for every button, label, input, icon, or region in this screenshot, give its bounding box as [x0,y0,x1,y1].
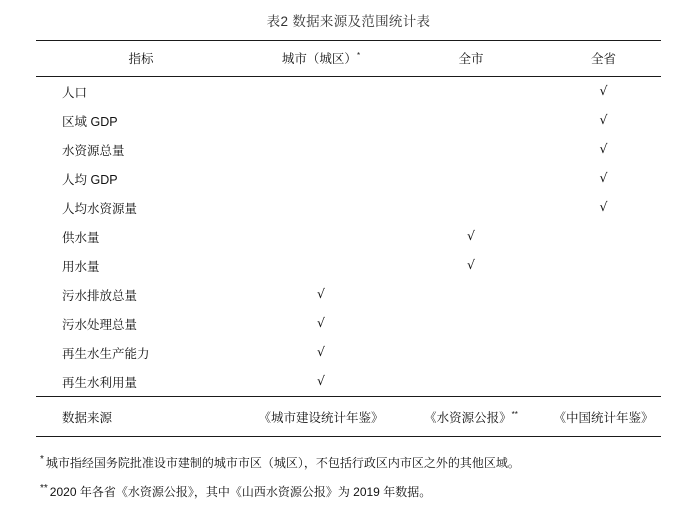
cell-city [246,77,396,107]
cell-whole-city [396,280,546,309]
cell-province: √ [599,199,608,215]
column-header-city-label: 城市（城区） [281,52,357,66]
table-row [36,135,661,164]
data-source-table [36,40,661,437]
column-header-city [246,41,396,77]
cell-whole-city [396,309,546,338]
row-label: 再生水利用量 [62,375,138,390]
column-header-whole-city [396,41,546,77]
cell-province: √ [546,77,661,107]
table-header [36,41,661,77]
cell-province [546,338,661,367]
row-label: 区域 GDP [62,114,118,129]
table-row [36,251,661,280]
cell-province: √ [599,141,608,157]
row-label: 供水量 [62,230,100,245]
row-label: 人均水资源量 [62,201,138,216]
table-row [36,280,661,309]
note-marker: * [40,454,44,465]
table-source-row [36,397,661,437]
source-whole-city [396,397,546,437]
table-notes [36,437,661,506]
column-header-city-marker: * [356,50,361,60]
column-header-indicator [36,41,246,77]
cell-province [546,222,661,251]
cell-city [246,164,396,193]
table-row [36,106,661,135]
row-label: 污水排放总量 [62,288,138,303]
cell-province: √ [599,112,608,128]
table-header-row [36,41,661,77]
cell-province [546,309,661,338]
row-label: 再生水生产能力 [62,346,150,361]
source-row-label: 数据来源 [36,397,246,437]
cell-whole-city [396,338,546,367]
cell-city: √ [317,373,325,389]
cell-whole-city [396,193,546,222]
row-label: 污水处理总量 [62,317,138,332]
table-row [36,222,661,251]
cell-whole-city [396,164,546,193]
table-row [36,367,661,397]
cell-city: √ [317,315,325,331]
cell-whole-city [396,367,546,397]
table-body [36,77,661,437]
column-header-whole-city-label: 全市 [458,52,484,66]
table-caption: 表2 数据来源及范围统计表 [266,14,431,29]
source-province: 《中国统计年鉴》 [546,397,661,437]
row-label: 人均 GDP [62,172,118,187]
cell-city [246,251,396,280]
cell-whole-city: √ [467,228,475,244]
row-label: 水资源总量 [62,143,125,158]
table-row [36,309,661,338]
column-header-province [546,41,661,77]
table-row [36,338,661,367]
cell-whole-city [396,135,546,164]
cell-city [246,193,396,222]
table-note [36,449,661,478]
source-city: 《城市建设统计年鉴》 [246,397,396,437]
cell-province: √ [599,170,608,186]
cell-city: √ [317,344,325,360]
cell-province [546,251,661,280]
cell-city [246,222,396,251]
source-whole-city-marker: ** [511,409,518,419]
note-text: 城市指经国务院批准设市建制的城市市区（城区），不包括行政区内市区之外的其他区域。 [45,456,520,470]
cell-whole-city: √ [467,257,475,273]
row-label: 人口 [36,77,246,107]
source-whole-city-text: 《水资源公报》 [424,411,512,425]
row-label: 用水量 [62,259,100,274]
cell-city [246,135,396,164]
note-text: 2020 年各省《水资源公报》，其中《山西水资源公报》为 2019 年数据。 [49,484,432,499]
column-header-province-label: 全省 [590,52,616,66]
table-row [36,164,661,193]
table-row [36,77,661,107]
cell-city: √ [317,286,325,302]
column-header-indicator-label: 指标 [128,52,154,66]
table-note [36,478,661,506]
cell-city [246,106,396,135]
cell-whole-city [396,106,546,135]
table-row [36,193,661,222]
cell-province [546,367,661,397]
cell-province [546,280,661,309]
cell-whole-city [396,77,546,107]
note-marker: ** [40,482,48,494]
